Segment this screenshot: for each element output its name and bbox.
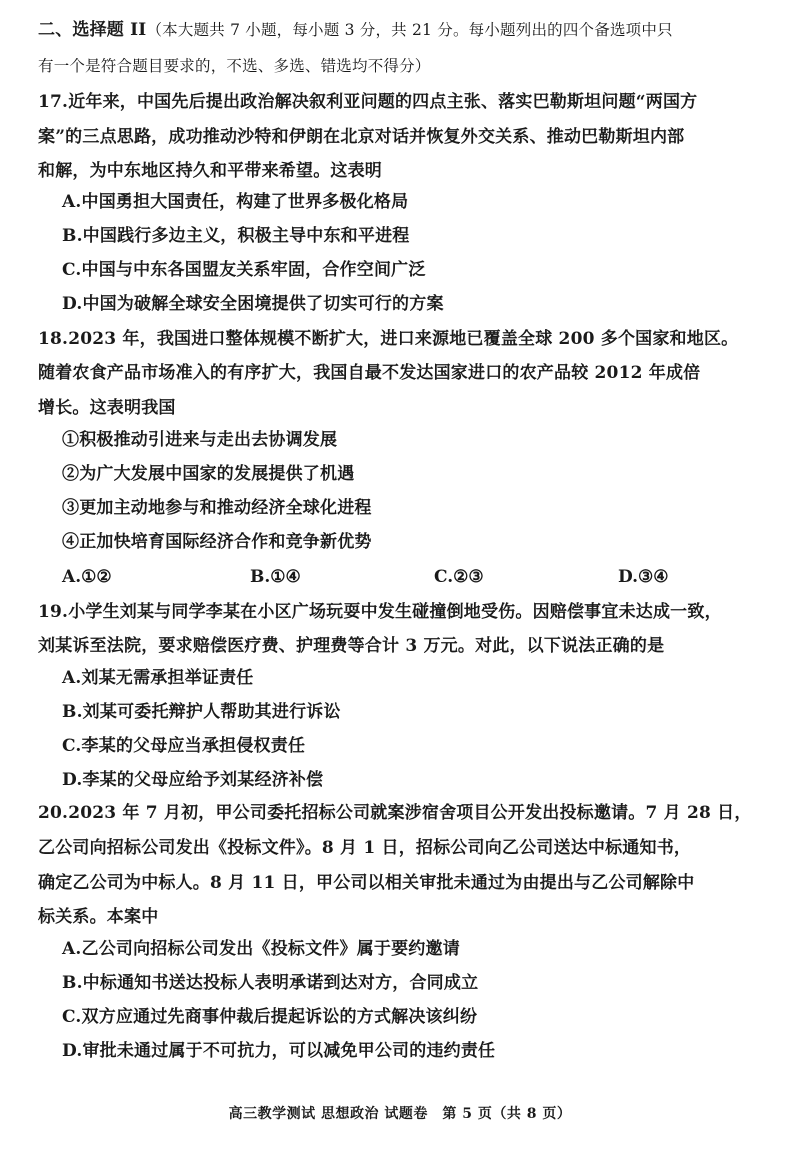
question-19-option-c: C.李某的父母应当承担侵权责任 bbox=[62, 736, 306, 756]
question-20-option-a: A.乙公司向招标公司发出《投标文件》属于要约邀请 bbox=[62, 939, 460, 959]
question-17-stem-line-3: 和解，为中东地区持久和平带来希望。这表明 bbox=[38, 161, 382, 181]
question-20-option-c: C.双方应通过先商事仲裁后提起诉讼的方式解决该纠纷 bbox=[62, 1007, 478, 1027]
question-18-stem-line-3: 增长。这表明我国 bbox=[38, 398, 176, 418]
question-18-option-c: C.②③ bbox=[434, 567, 484, 587]
question-number: 17. bbox=[38, 92, 69, 112]
question-20-option-d: D.审批未通过属于不可抗力，可以减免甲公司的违约责任 bbox=[62, 1041, 496, 1061]
question-18-option-d: D.③④ bbox=[618, 567, 669, 587]
question-17-stem-line-1: 17.近年来，中国先后提出政治解决叙利亚问题的四点主张、落实巴勒斯坦问题“两国方 bbox=[38, 92, 698, 112]
question-17-option-a: A.中国勇担大国责任，构建了世界多极化格局 bbox=[62, 192, 409, 212]
question-20-stem-line-1: 20.2023 年 7 月初，甲公司委托招标公司就案涉宿舍项目公开发出投标邀请。7 月 28 日， bbox=[38, 803, 752, 823]
section-note-line1: （本大题共 7 小题，每小题 3 分，共 21 分。每小题列出的四个备选项中只 bbox=[146, 21, 673, 39]
section-title: 二、选择题 II bbox=[38, 20, 147, 40]
question-number: 19. bbox=[38, 602, 69, 622]
question-20-stem-line-2: 乙公司向招标公司发出《投标文件》。8 月 1 日，招标公司向乙公司送达中标通知书， bbox=[38, 838, 692, 858]
question-19-option-d: D.李某的父母应给予刘某经济补偿 bbox=[62, 770, 324, 790]
question-20-stem-line-3: 确定乙公司为中标人。8 月 11 日，甲公司以相关审批未通过为由提出与乙公司解除中 bbox=[38, 873, 695, 893]
question-19-option-b: B.刘某可委托辩护人帮助其进行诉讼 bbox=[62, 702, 341, 722]
section-header bbox=[38, 18, 673, 42]
question-number: 20. bbox=[38, 803, 69, 823]
question-18-statement-1: ①积极推动引进来与走出去协调发展 bbox=[62, 430, 338, 450]
section-note-line2: 有一个是符合题目要求的，不选、多选、错选均不得分） bbox=[38, 57, 431, 75]
question-17-option-d: D.中国为破解全球安全困境提供了切实可行的方案 bbox=[62, 294, 444, 314]
question-number: 18. bbox=[38, 329, 69, 349]
question-18-stem-line-1: 18.2023 年，我国进口整体规模不断扩大，进口来源地已覆盖全球 200 多个国家和地区。 bbox=[38, 329, 739, 349]
question-19-option-a: A.刘某无需承担举证责任 bbox=[62, 668, 254, 688]
question-17-option-b: B.中国践行多边主义，积极主导中东和平进程 bbox=[62, 226, 410, 246]
question-18-option-b: B.①④ bbox=[250, 567, 301, 587]
question-20-stem-line-4: 标关系。本案中 bbox=[38, 907, 159, 927]
question-19-stem-line-2: 刘某诉至法院，要求赔偿医疗费、护理费等合计 3 万元。对此，以下说法正确的是 bbox=[38, 636, 665, 656]
question-18-option-a: A.①② bbox=[62, 567, 112, 587]
question-17-stem-line-2: 案”的三点思路，成功推动沙特和伊朗在北京对话并恢复外交关系、推动巴勒斯坦内部 bbox=[38, 127, 685, 147]
question-18-statement-3: ③更加主动地参与和推动经济全球化进程 bbox=[62, 498, 372, 518]
question-17-option-c: C.中国与中东各国盟友关系牢固，合作空间广泛 bbox=[62, 260, 426, 280]
question-20-option-b: B.中标通知书送达投标人表明承诺到达对方，合同成立 bbox=[62, 973, 479, 993]
page-footer: 高三教学测试 思想政治 试题卷 第 5 页（共 8 页） bbox=[228, 1106, 572, 1122]
question-19-stem-line-1: 19.小学生刘某与同学李某在小区广场玩耍中发生碰撞倒地受伤。因赔偿事宜未达成一致， bbox=[38, 602, 722, 622]
question-18-statement-4: ④正加快培育国际经济合作和竞争新优势 bbox=[62, 532, 372, 552]
question-18-statement-2: ②为广大发展中国家的发展提供了机遇 bbox=[62, 464, 355, 484]
question-18-stem-line-2: 随着农食产品市场准入的有序扩大，我国自最不发达国家进口的农产品较 2012 年成倍 bbox=[38, 363, 701, 383]
